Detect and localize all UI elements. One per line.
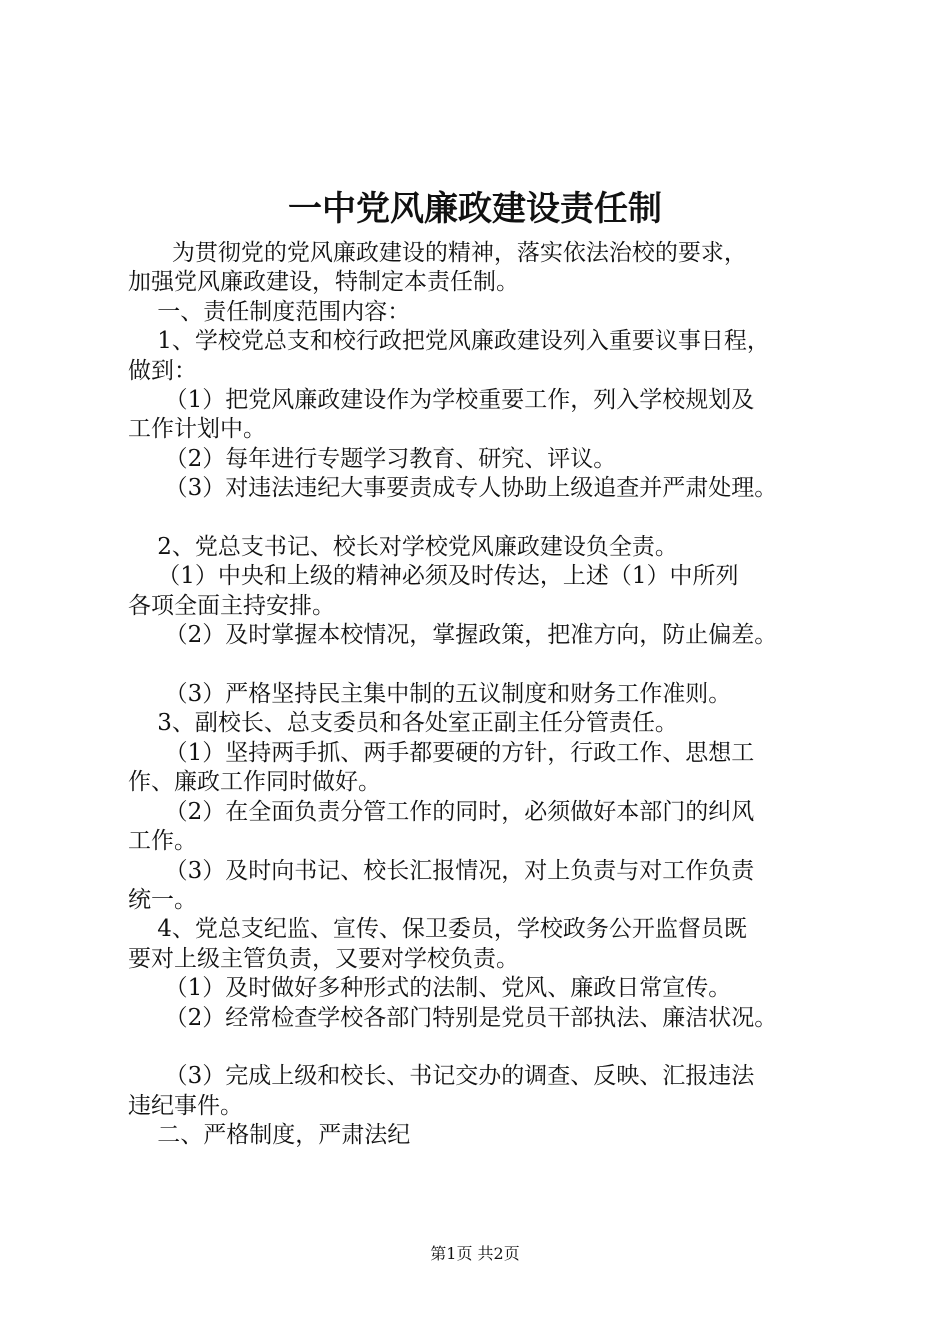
body-line: 为贯彻党的党风廉政建设的精神，落实依法治校的要求，: [128, 240, 747, 266]
blank-line: [128, 651, 858, 680]
body-line: 2、党总支书记、校长对学校党风廉政建设负全责。: [128, 534, 678, 561]
body-line: 工作。: [128, 828, 197, 855]
body-line: 加强党风廉政建设，特制定本责任制。: [128, 269, 519, 296]
body-line: （1）及时做好多种形式的法制、党风、廉政日常宣传。: [128, 975, 732, 1002]
body-line: （1）中央和上级的精神必须及时传达，上述（1）中所列: [128, 563, 739, 590]
body-line: （2）在全面负责分管工作的同时，必须做好本部门的纠风: [128, 798, 755, 825]
body-line: 4、党总支纪监、宣传、保卫委员，学校政务公开监督员既: [128, 916, 747, 943]
body-line: 违纪事件。: [128, 1092, 243, 1119]
body-line: （2）每年进行专题学习教育、研究、评议。: [128, 445, 617, 472]
body-line: 要对上级主管负责，又要对学校负责。: [128, 945, 519, 972]
body-line: 一、责任制度范围内容：: [128, 298, 411, 325]
body-line: 3、副校长、总支委员和各处室正副主任分管责任。: [128, 710, 678, 737]
blank-line: [128, 1033, 858, 1062]
body-line: （3）完成上级和校长、书记交办的调查、反映、汇报违法: [128, 1063, 755, 1090]
body-line: 统一。: [128, 886, 197, 913]
body-line: （3）严格坚持民主集中制的五议制度和财务工作准则。: [128, 681, 732, 708]
body-line: 二、严格制度，严肃法纪: [128, 1122, 411, 1149]
document-body: [128, 239, 858, 1151]
body-line: 做到：: [128, 357, 197, 384]
body-line: 工作计划中。: [128, 416, 266, 443]
body-line: （2）及时掌握本校情况，掌握政策，把准方向，防止偏差。: [128, 622, 778, 649]
body-line: 作、廉政工作同时做好。: [128, 769, 381, 796]
body-line: 各项全面主持安排。: [128, 592, 335, 619]
body-line: 1、学校党总支和校行政把党风廉政建设列入重要议事日程，: [128, 328, 770, 355]
page-number: 第1页 共2页: [430, 1244, 520, 1263]
body-line: （1）把党风廉政建设作为学校重要工作，列入学校规划及: [128, 387, 755, 414]
body-line: （1）坚持两手抓、两手都要硬的方针，行政工作、思想工: [128, 739, 755, 766]
body-line: （2）经常检查学校各部门特别是党员干部执法、廉洁状况。: [128, 1004, 778, 1031]
body-line: （3）对违法违纪大事要责成专人协助上级追查并严肃处理。: [128, 475, 778, 502]
blank-line: [128, 504, 858, 533]
body-line: （3）及时向书记、校长汇报情况，对上负责与对工作负责: [128, 857, 755, 884]
document-title: 一中党风廉政建设责任制: [288, 189, 662, 229]
